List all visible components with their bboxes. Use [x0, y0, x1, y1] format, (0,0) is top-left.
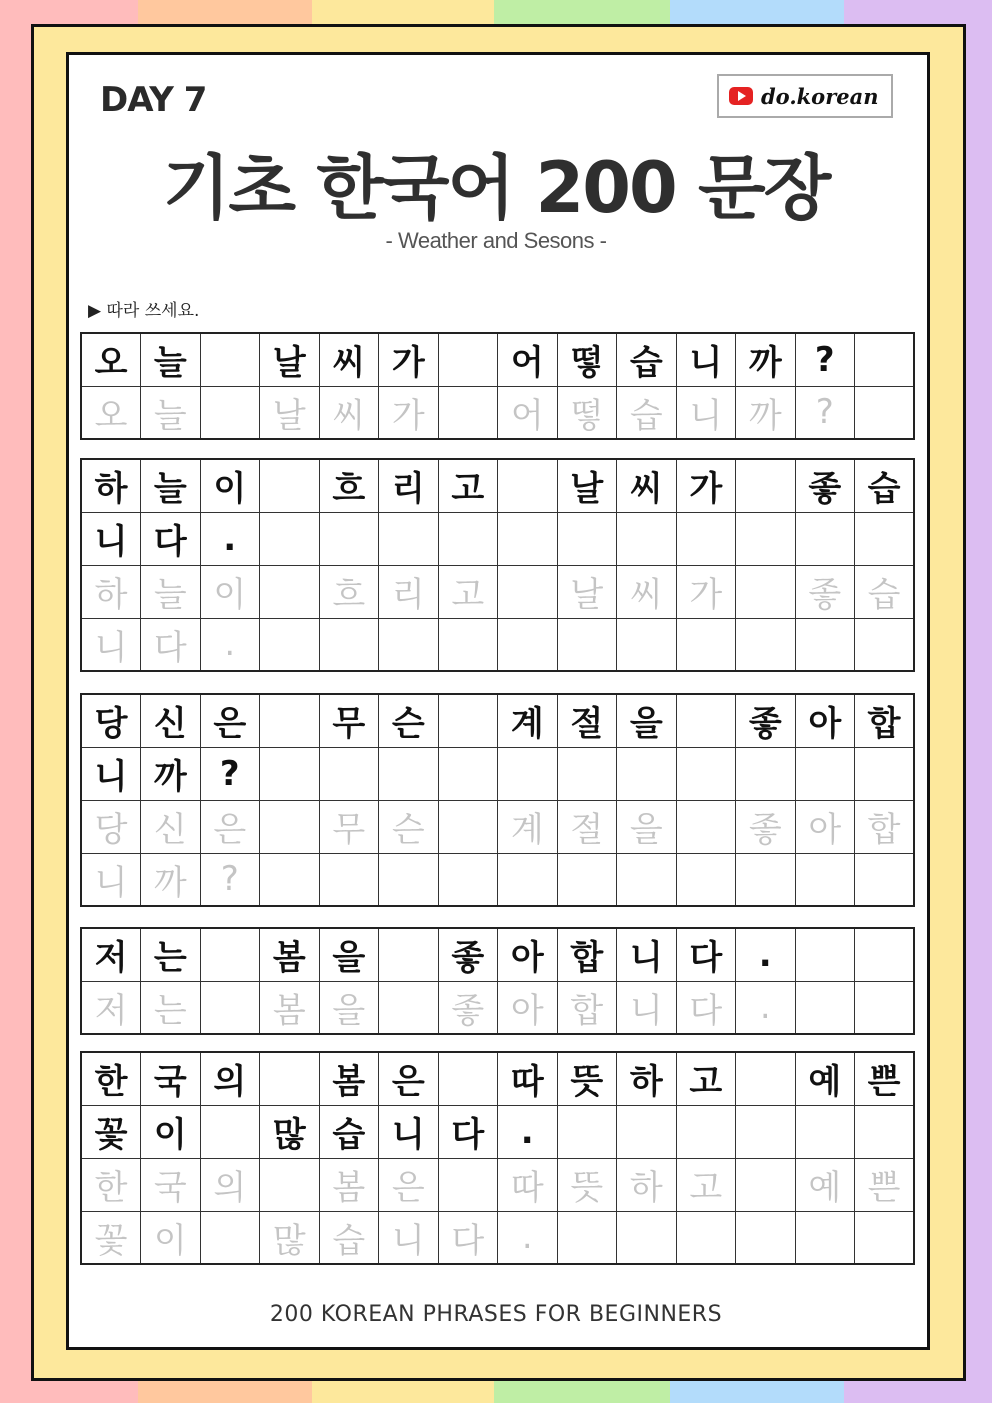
trace-char-cell[interactable]: 가 [676, 565, 736, 618]
trace-char-cell[interactable]: 합 [557, 981, 617, 1034]
exercise-block [80, 458, 913, 672]
trace-row [81, 565, 914, 618]
trace-char-cell[interactable]: 꽃 [81, 1211, 141, 1264]
model-char-cell[interactable] [855, 333, 915, 386]
trace-char-cell[interactable]: 니 [617, 981, 677, 1034]
model-char-cell[interactable] [736, 459, 796, 512]
exercise-block [80, 332, 913, 440]
trace-char-cell[interactable]: 좋 [736, 800, 796, 853]
model-char-cell[interactable]: 습 [319, 1105, 379, 1158]
model-char-cell[interactable]: 무 [319, 694, 379, 747]
trace-char-cell[interactable] [676, 800, 736, 853]
trace-char-cell[interactable]: 좋 [438, 981, 498, 1034]
model-char-cell[interactable] [438, 694, 498, 747]
trace-char-cell[interactable]: 가 [379, 386, 439, 439]
trace-char-cell[interactable] [736, 618, 796, 671]
trace-char-cell[interactable]: 니 [81, 853, 141, 906]
trace-row [81, 1211, 914, 1264]
model-row [81, 747, 914, 800]
model-char-cell[interactable] [557, 512, 617, 565]
model-char-cell[interactable]: 하 [81, 459, 141, 512]
model-char-cell[interactable] [676, 747, 736, 800]
trace-char-cell[interactable]: 다 [438, 1211, 498, 1264]
model-char-cell[interactable]: 오 [81, 333, 141, 386]
model-char-cell[interactable]: 당 [81, 694, 141, 747]
model-char-cell[interactable] [617, 747, 677, 800]
model-row [81, 459, 914, 512]
trace-char-cell[interactable] [736, 853, 796, 906]
trace-char-cell[interactable]: 고 [676, 1158, 736, 1211]
model-char-cell[interactable]: 쁜 [855, 1052, 915, 1105]
model-char-cell[interactable]: 한 [81, 1052, 141, 1105]
model-char-cell[interactable] [200, 928, 260, 981]
model-char-cell[interactable] [795, 1105, 855, 1158]
trace-char-cell[interactable]: 은 [379, 1158, 439, 1211]
trace-char-cell[interactable]: 예 [795, 1158, 855, 1211]
model-char-cell[interactable]: 봄 [260, 928, 320, 981]
model-char-cell[interactable] [736, 1052, 796, 1105]
trace-char-cell[interactable]: 이 [141, 1211, 201, 1264]
model-char-cell[interactable]: 씨 [319, 333, 379, 386]
trace-char-cell[interactable]: 신 [141, 800, 201, 853]
model-char-cell[interactable]: 을 [617, 694, 677, 747]
model-char-cell[interactable] [200, 1105, 260, 1158]
writing-grid [80, 332, 915, 440]
trace-char-cell[interactable] [260, 1158, 320, 1211]
trace-char-cell[interactable] [260, 565, 320, 618]
model-char-cell[interactable] [498, 512, 558, 565]
model-char-cell[interactable] [557, 747, 617, 800]
trace-char-cell[interactable] [795, 1211, 855, 1264]
trace-char-cell[interactable]: 까 [141, 853, 201, 906]
trace-char-cell[interactable] [855, 981, 915, 1034]
trace-char-cell[interactable] [438, 853, 498, 906]
model-char-cell[interactable]: 늘 [141, 459, 201, 512]
trace-char-cell[interactable] [736, 1211, 796, 1264]
model-char-cell[interactable] [557, 1105, 617, 1158]
model-char-cell[interactable]: 계 [498, 694, 558, 747]
model-char-cell[interactable]: 은 [200, 694, 260, 747]
trace-char-cell[interactable]: 날 [557, 565, 617, 618]
channel-logo [717, 74, 893, 118]
trace-char-cell[interactable] [617, 1211, 677, 1264]
trace-char-cell[interactable]: 의 [200, 1158, 260, 1211]
trace-char-cell[interactable] [795, 853, 855, 906]
model-char-cell[interactable] [855, 1105, 915, 1158]
model-char-cell[interactable]: 의 [200, 1052, 260, 1105]
model-char-cell[interactable] [736, 747, 796, 800]
trace-char-cell[interactable]: 니 [379, 1211, 439, 1264]
model-char-cell[interactable] [438, 1052, 498, 1105]
trace-char-cell[interactable] [617, 618, 677, 671]
model-char-cell[interactable]: 니 [81, 512, 141, 565]
model-char-cell[interactable] [736, 1105, 796, 1158]
trace-char-cell[interactable]: 봄 [319, 1158, 379, 1211]
model-char-cell[interactable] [260, 694, 320, 747]
trace-char-cell[interactable] [379, 981, 439, 1034]
model-char-cell[interactable]: 까 [736, 333, 796, 386]
trace-char-cell[interactable] [200, 981, 260, 1034]
model-char-cell[interactable]: 뜻 [557, 1052, 617, 1105]
model-row [81, 694, 914, 747]
model-char-cell[interactable] [676, 512, 736, 565]
trace-char-cell[interactable]: . [498, 1211, 558, 1264]
trace-char-cell[interactable] [498, 618, 558, 671]
model-char-cell[interactable]: 다 [676, 928, 736, 981]
model-char-cell[interactable]: 습 [617, 333, 677, 386]
footer-text: 200 KOREAN PHRASES FOR BEGINNERS [269, 1302, 723, 1327]
trace-char-cell[interactable]: 아 [795, 800, 855, 853]
trace-char-cell[interactable]: 뜻 [557, 1158, 617, 1211]
exercise-block [80, 693, 913, 907]
model-char-cell[interactable] [617, 512, 677, 565]
trace-char-cell[interactable]: 흐 [319, 565, 379, 618]
model-char-cell[interactable] [379, 512, 439, 565]
trace-char-cell[interactable]: 국 [141, 1158, 201, 1211]
model-char-cell[interactable]: 꽃 [81, 1105, 141, 1158]
model-char-cell[interactable]: 고 [676, 1052, 736, 1105]
page-subtitle: - Weather and Sesons - [385, 228, 607, 253]
model-char-cell[interactable]: 합 [855, 694, 915, 747]
model-char-cell[interactable] [676, 694, 736, 747]
trace-char-cell[interactable]: ? [200, 853, 260, 906]
trace-char-cell[interactable]: 다 [676, 981, 736, 1034]
trace-char-cell[interactable]: 한 [81, 1158, 141, 1211]
trace-char-cell[interactable]: 늘 [141, 386, 201, 439]
trace-char-cell[interactable] [319, 618, 379, 671]
trace-char-cell[interactable]: 은 [200, 800, 260, 853]
model-char-cell[interactable]: 이 [141, 1105, 201, 1158]
model-char-cell[interactable]: 떻 [557, 333, 617, 386]
model-char-cell[interactable] [795, 928, 855, 981]
model-char-cell[interactable] [379, 928, 439, 981]
model-char-cell[interactable]: 니 [379, 1105, 439, 1158]
trace-char-cell[interactable] [319, 853, 379, 906]
model-char-cell[interactable]: ? [795, 333, 855, 386]
trace-char-cell[interactable]: 습 [319, 1211, 379, 1264]
trace-char-cell[interactable]: 을 [617, 800, 677, 853]
youtube-play-icon [729, 87, 753, 105]
trace-char-cell[interactable]: 어 [498, 386, 558, 439]
model-char-cell[interactable] [617, 1105, 677, 1158]
trace-char-cell[interactable]: 하 [617, 1158, 677, 1211]
model-char-cell[interactable] [319, 512, 379, 565]
model-char-cell[interactable] [438, 512, 498, 565]
trace-row [81, 1158, 914, 1211]
trace-char-cell[interactable] [200, 386, 260, 439]
trace-row [81, 981, 914, 1034]
trace-char-cell[interactable] [498, 565, 558, 618]
model-char-cell[interactable] [498, 459, 558, 512]
trace-char-cell[interactable]: 좋 [795, 565, 855, 618]
model-row [81, 333, 914, 386]
trace-char-cell[interactable] [260, 618, 320, 671]
model-char-cell[interactable] [795, 512, 855, 565]
trace-char-cell[interactable]: 씨 [617, 565, 677, 618]
trace-char-cell[interactable]: 많 [260, 1211, 320, 1264]
model-row [81, 1052, 914, 1105]
writing-grid [80, 693, 915, 907]
model-char-cell[interactable]: 신 [141, 694, 201, 747]
trace-char-cell[interactable]: 다 [141, 618, 201, 671]
trace-char-cell[interactable]: 슨 [379, 800, 439, 853]
model-char-cell[interactable] [200, 333, 260, 386]
trace-char-cell[interactable]: 까 [736, 386, 796, 439]
model-char-cell[interactable] [438, 333, 498, 386]
model-char-cell[interactable] [379, 747, 439, 800]
model-char-cell[interactable]: 늘 [141, 333, 201, 386]
exercise-block [80, 1051, 913, 1265]
trace-char-cell[interactable]: 날 [260, 386, 320, 439]
trace-char-cell[interactable]: 을 [319, 981, 379, 1034]
trace-char-cell[interactable] [676, 618, 736, 671]
model-char-cell[interactable] [260, 512, 320, 565]
writing-grid [80, 1051, 915, 1265]
trace-char-cell[interactable]: 씨 [319, 386, 379, 439]
model-char-cell[interactable]: 니 [617, 928, 677, 981]
trace-char-cell[interactable] [557, 618, 617, 671]
model-char-cell[interactable] [260, 1052, 320, 1105]
model-char-cell[interactable] [676, 1105, 736, 1158]
model-char-cell[interactable]: 가 [676, 459, 736, 512]
model-char-cell[interactable]: 는 [141, 928, 201, 981]
trace-char-cell[interactable] [200, 1211, 260, 1264]
model-char-cell[interactable]: 하 [617, 1052, 677, 1105]
model-char-cell[interactable]: 날 [260, 333, 320, 386]
model-char-cell[interactable] [736, 512, 796, 565]
model-char-cell[interactable]: 절 [557, 694, 617, 747]
model-char-cell[interactable]: 이 [200, 459, 260, 512]
model-char-cell[interactable]: 다 [438, 1105, 498, 1158]
trace-char-cell[interactable] [260, 853, 320, 906]
model-char-cell[interactable]: 리 [379, 459, 439, 512]
model-char-cell[interactable] [855, 747, 915, 800]
model-char-cell[interactable] [795, 747, 855, 800]
model-char-cell[interactable]: 봄 [319, 1052, 379, 1105]
exercise-block [80, 927, 913, 1035]
model-char-cell[interactable]: 은 [379, 1052, 439, 1105]
model-char-cell[interactable]: 좋 [795, 459, 855, 512]
trace-char-cell[interactable]: 니 [676, 386, 736, 439]
model-char-cell[interactable]: 좋 [736, 694, 796, 747]
trace-char-cell[interactable]: 봄 [260, 981, 320, 1034]
trace-char-cell[interactable]: 무 [319, 800, 379, 853]
trace-row [81, 386, 914, 439]
trace-char-cell[interactable] [379, 853, 439, 906]
trace-char-cell[interactable]: 저 [81, 981, 141, 1034]
trace-char-cell[interactable] [795, 981, 855, 1034]
model-char-cell[interactable]: 저 [81, 928, 141, 981]
model-char-cell[interactable]: 날 [557, 459, 617, 512]
trace-char-cell[interactable]: 이 [200, 565, 260, 618]
trace-char-cell[interactable] [855, 1211, 915, 1264]
model-char-cell[interactable] [319, 747, 379, 800]
model-char-cell[interactable]: 다 [141, 512, 201, 565]
writing-grid [80, 927, 915, 1035]
model-char-cell[interactable]: 합 [557, 928, 617, 981]
model-char-cell[interactable] [438, 747, 498, 800]
model-char-cell[interactable]: 습 [855, 459, 915, 512]
model-row [81, 1105, 914, 1158]
trace-char-cell[interactable]: ? [795, 386, 855, 439]
model-char-cell[interactable]: 국 [141, 1052, 201, 1105]
trace-char-cell[interactable] [438, 618, 498, 671]
trace-char-cell[interactable]: 절 [557, 800, 617, 853]
trace-char-cell[interactable]: 고 [438, 565, 498, 618]
trace-char-cell[interactable]: 습 [617, 386, 677, 439]
trace-char-cell[interactable] [795, 618, 855, 671]
model-row [81, 928, 914, 981]
model-char-cell[interactable]: 씨 [617, 459, 677, 512]
trace-char-cell[interactable] [676, 1211, 736, 1264]
model-char-cell[interactable]: 고 [438, 459, 498, 512]
trace-char-cell[interactable] [557, 1211, 617, 1264]
model-char-cell[interactable] [260, 747, 320, 800]
trace-char-cell[interactable]: 습 [855, 565, 915, 618]
trace-char-cell[interactable] [498, 853, 558, 906]
day-label: DAY 7 [100, 80, 207, 120]
model-char-cell[interactable]: 따 [498, 1052, 558, 1105]
model-char-cell[interactable] [855, 512, 915, 565]
trace-char-cell[interactable]: 따 [498, 1158, 558, 1211]
model-char-cell[interactable]: 슨 [379, 694, 439, 747]
trace-char-cell[interactable] [736, 565, 796, 618]
trace-char-cell[interactable] [855, 853, 915, 906]
writing-grid [80, 458, 915, 672]
model-char-cell[interactable] [498, 747, 558, 800]
page-title: 기초 한국어 200 문장 [162, 147, 830, 229]
model-char-cell[interactable]: 가 [379, 333, 439, 386]
trace-char-cell[interactable] [438, 1158, 498, 1211]
trace-char-cell[interactable] [736, 1158, 796, 1211]
trace-char-cell[interactable]: 는 [141, 981, 201, 1034]
trace-char-cell[interactable] [438, 386, 498, 439]
trace-row [81, 853, 914, 906]
model-char-cell[interactable]: 흐 [319, 459, 379, 512]
model-char-cell[interactable] [260, 459, 320, 512]
model-char-cell[interactable]: 좋 [438, 928, 498, 981]
trace-char-cell[interactable] [379, 618, 439, 671]
trace-char-cell[interactable]: 계 [498, 800, 558, 853]
trace-char-cell[interactable] [676, 853, 736, 906]
trace-char-cell[interactable] [438, 800, 498, 853]
trace-row [81, 800, 914, 853]
model-row [81, 512, 914, 565]
trace-char-cell[interactable]: 당 [81, 800, 141, 853]
model-char-cell[interactable] [855, 928, 915, 981]
trace-char-cell[interactable]: . [200, 618, 260, 671]
trace-char-cell[interactable]: 하 [81, 565, 141, 618]
instruction-text: ▶ 따라 쓰세요. [88, 301, 200, 321]
model-char-cell[interactable]: 어 [498, 333, 558, 386]
model-char-cell[interactable]: . [736, 928, 796, 981]
trace-char-cell[interactable] [557, 853, 617, 906]
logo-text: do.korean [761, 83, 879, 109]
trace-char-cell[interactable]: 아 [498, 981, 558, 1034]
model-char-cell[interactable]: ? [200, 747, 260, 800]
model-char-cell[interactable]: 니 [81, 747, 141, 800]
trace-char-cell[interactable] [855, 618, 915, 671]
model-char-cell[interactable]: . [498, 1105, 558, 1158]
trace-char-cell[interactable]: . [736, 981, 796, 1034]
model-char-cell[interactable]: 예 [795, 1052, 855, 1105]
trace-char-cell[interactable] [617, 853, 677, 906]
trace-char-cell[interactable]: 늘 [141, 565, 201, 618]
trace-char-cell[interactable]: 합 [855, 800, 915, 853]
model-char-cell[interactable]: 아 [795, 694, 855, 747]
trace-char-cell[interactable]: 리 [379, 565, 439, 618]
model-char-cell[interactable]: 니 [676, 333, 736, 386]
trace-char-cell[interactable]: 떻 [557, 386, 617, 439]
trace-char-cell[interactable]: 니 [81, 618, 141, 671]
trace-char-cell[interactable] [260, 800, 320, 853]
trace-char-cell[interactable]: 오 [81, 386, 141, 439]
model-char-cell[interactable]: . [200, 512, 260, 565]
model-char-cell[interactable]: 많 [260, 1105, 320, 1158]
trace-char-cell[interactable] [855, 386, 915, 439]
model-char-cell[interactable]: 까 [141, 747, 201, 800]
trace-char-cell[interactable]: 쁜 [855, 1158, 915, 1211]
trace-row [81, 618, 914, 671]
model-char-cell[interactable]: 을 [319, 928, 379, 981]
model-char-cell[interactable]: 아 [498, 928, 558, 981]
